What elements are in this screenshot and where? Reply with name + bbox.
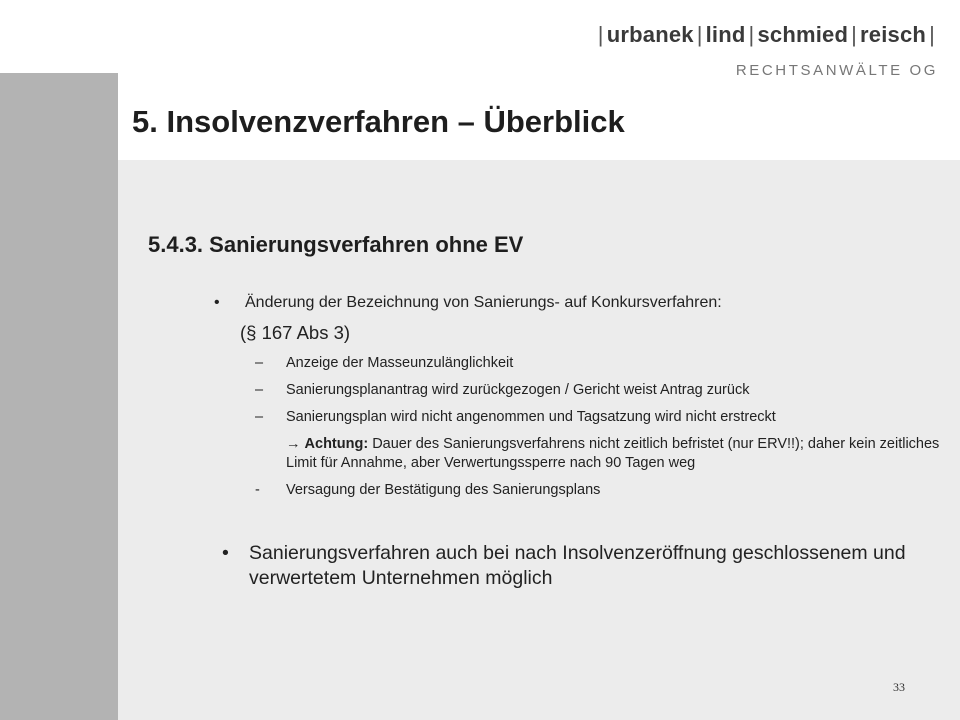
bullet-text: Änderung der Bezeichnung von Sanierungs- auf Konkursverfahren:	[245, 294, 722, 311]
logo-separator: |	[597, 22, 604, 47]
legal-reference: (§ 167 Abs 3)	[240, 322, 351, 343]
dash-symbol: –	[255, 409, 264, 425]
list-item-text: Sanierungsplan wird nicht angenommen und Tagsatzung wird nicht erstreckt	[286, 409, 776, 425]
list-item-text: Anzeige der Masseunzulänglichkeit	[286, 355, 514, 371]
bullet-symbol: •	[214, 294, 220, 311]
logo-separator: |	[696, 22, 703, 47]
list-item	[255, 408, 945, 427]
logo-subtitle: RECHTSANWÄLTE OG	[735, 62, 938, 79]
bullet-item	[222, 541, 922, 591]
section-subtitle: 5.4.3. Sanierungsverfahren ohne EV	[148, 232, 524, 257]
list-item-text: Versagung der Bestätigung des Sanierungsplans	[286, 482, 601, 498]
dash-symbol: -	[255, 482, 260, 498]
page-number: 33	[893, 680, 905, 694]
left-decor-bar	[0, 73, 118, 720]
slide-title: 5. Insolvenzverfahren – Überblick	[132, 104, 625, 139]
list-item	[255, 381, 945, 400]
note-text: Dauer des Sanierungsverfahrens nicht zeitlich befristet (nur ERV!!); daher kein zeitliches Limit für Annahme, aber Verwertungssperre nach 90 Tagen weg	[286, 436, 940, 471]
note-label: Achtung:	[304, 436, 369, 452]
logo-part-lind: lind	[705, 22, 746, 47]
arrow-icon: →	[286, 436, 301, 452]
logo-separator: |	[748, 22, 755, 47]
bullet-symbol: •	[222, 542, 229, 564]
list-item	[255, 354, 945, 373]
logo-separator: |	[851, 22, 858, 47]
dash-symbol: –	[255, 382, 264, 398]
logo-part-reisch: reisch	[860, 22, 927, 47]
firm-logo	[595, 22, 938, 79]
logo-wordmark	[595, 22, 938, 48]
dash-list	[255, 354, 945, 508]
logo-separator: |	[929, 22, 935, 47]
list-item	[255, 481, 945, 500]
logo-part-urbanek: urbanek	[606, 22, 694, 47]
dash-symbol: –	[255, 355, 264, 371]
list-item-text: Sanierungsplanantrag wird zurückgezogen / Gericht weist Antrag zurück	[286, 382, 750, 398]
note-attention	[255, 435, 945, 473]
bullet-text: Sanierungsverfahren auch bei nach Insolvenzeröffnung geschlossenem und verwertetem Unternehmen möglich	[249, 542, 906, 589]
logo-part-schmied: schmied	[757, 22, 849, 47]
bullet-item	[214, 294, 722, 312]
